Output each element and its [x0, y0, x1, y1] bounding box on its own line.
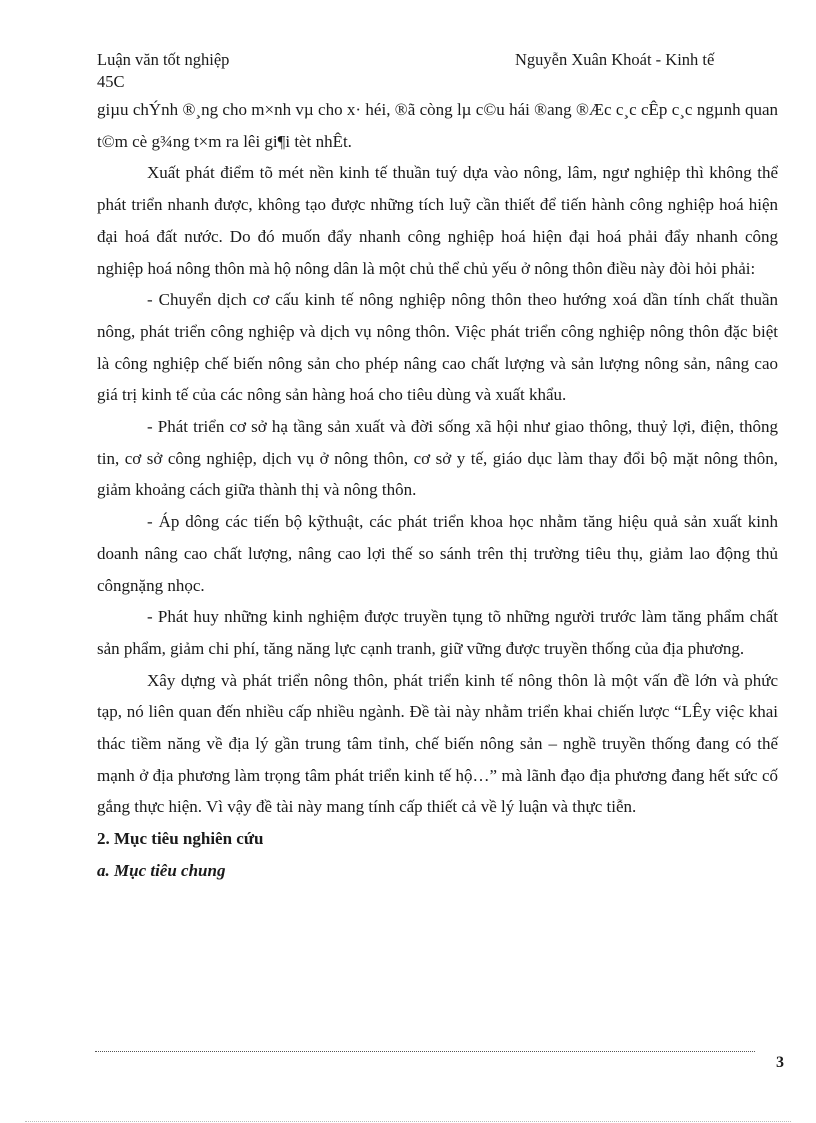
- paragraph-rural-development: Xây dựng và phát triển nông thôn, phát triển kinh tế nông thôn là một vấn đề lớn và phức tạp, nó liên quan đến nhiều cấp nhiều ngành. Đề tài này nhằm triển khai chiến lược “LÊy việc khai thác tiềm năng về địa lý gần trung tâm tỉnh, chế biến nông sản – nghề truyền thống đang có thế mạnh ở địa phương làm trọng tâm phát triển kinh tế hộ…” mà lãnh đạo địa phương đang hết sức cố gắng thực hiện. Vì vậy đề tài này mang tính cấp thiết cả về lý luận và thực tiễn.: [97, 670, 778, 817]
- bullet-tradition: - Phát huy những kinh nghiệm được truyền tụng tõ những người trước làm tăng phẩm chất sản phẩm, giảm chi phí, tăng năng lực cạnh tranh, giữ vững được truyền thống của địa phương.: [97, 607, 778, 658]
- body-text: [97, 94, 778, 887]
- section-subheading: a. Mục tiêu chung: [97, 860, 226, 880]
- bullet-restructure: - Chuyển dịch cơ cấu kinh tế nông nghiệp nông thôn theo hướng xoá dần tính chất thuần nông, phát triển công nghiệp và dịch vụ nông thôn. Việc phát triển công nghiệp nông thôn đặc biệt là công nghiệp chế biến nông sản cho phép nâng cao chất lượng và sản lượng nông sản, nâng cao giá trị kinh tế của các nông sản hàng hoá cho tiêu dùng và xuất khẩu.: [97, 290, 778, 405]
- section-heading: 2. Mục tiêu nghiên cứu: [97, 829, 264, 849]
- page-bottom-border: [25, 1121, 791, 1122]
- bullet-technology: - Áp dông các tiến bộ kỹthuật, các phát triển khoa học nhằm tăng hiệu quả sản xuất kinh doanh nâng cao chất lượng, nâng cao lợi thế so sánh trên thị trường tiêu thụ, giảm lao động thủ côngnặng nhọc.: [97, 512, 778, 595]
- paragraph-starting-point: Xuất phát điểm tõ mét nền kinh tế thuần tuý dựa vào nông, lâm, ngư nghiệp thì không thể phát triển nhanh được, không tạo được những tích luỹ cần thiết để tiến hành công nghiệp hoá hiện đại hoá đất nước. Do đó muốn đẩy nhanh công nghiệp hoá hiện đại hoá phải đẩy nhanh công nghiệp hoá nông thôn mà hộ nông dân là một chủ thể chủ yếu ở nông thôn điều này đòi hỏi phải:: [97, 163, 778, 278]
- footer-divider: [95, 1051, 755, 1052]
- header-thesis-label: Luận văn tốt nghiệp: [97, 50, 230, 69]
- header-class-code: 45C: [97, 72, 125, 91]
- bullet-infrastructure: - Phát triển cơ sở hạ tầng sản xuất và đời sống xã hội như giao thông, thuỷ lợi, điện, thông tin, cơ sở công nghiệp, dịch vụ ở nông thôn, cơ sở y tế, giáo dục làm thay đổi bộ mặt nông thôn, giảm khoảng cách giữa thành thị và nông thôn.: [97, 417, 778, 500]
- header-author: Nguyễn Xuân Khoát - Kinh tế: [515, 50, 715, 69]
- page-number: 3: [776, 1054, 784, 1071]
- paragraph-continuation: giµu chÝnh ®¸ng cho m×nh vµ cho x· héi, ®ã còng lµ c©u hái ®ang ®Æc c¸c cÊp c¸c ngµnh quan t©m cè g¾ng t×m ra lêi gi¶i tèt nhÊt.: [97, 100, 778, 151]
